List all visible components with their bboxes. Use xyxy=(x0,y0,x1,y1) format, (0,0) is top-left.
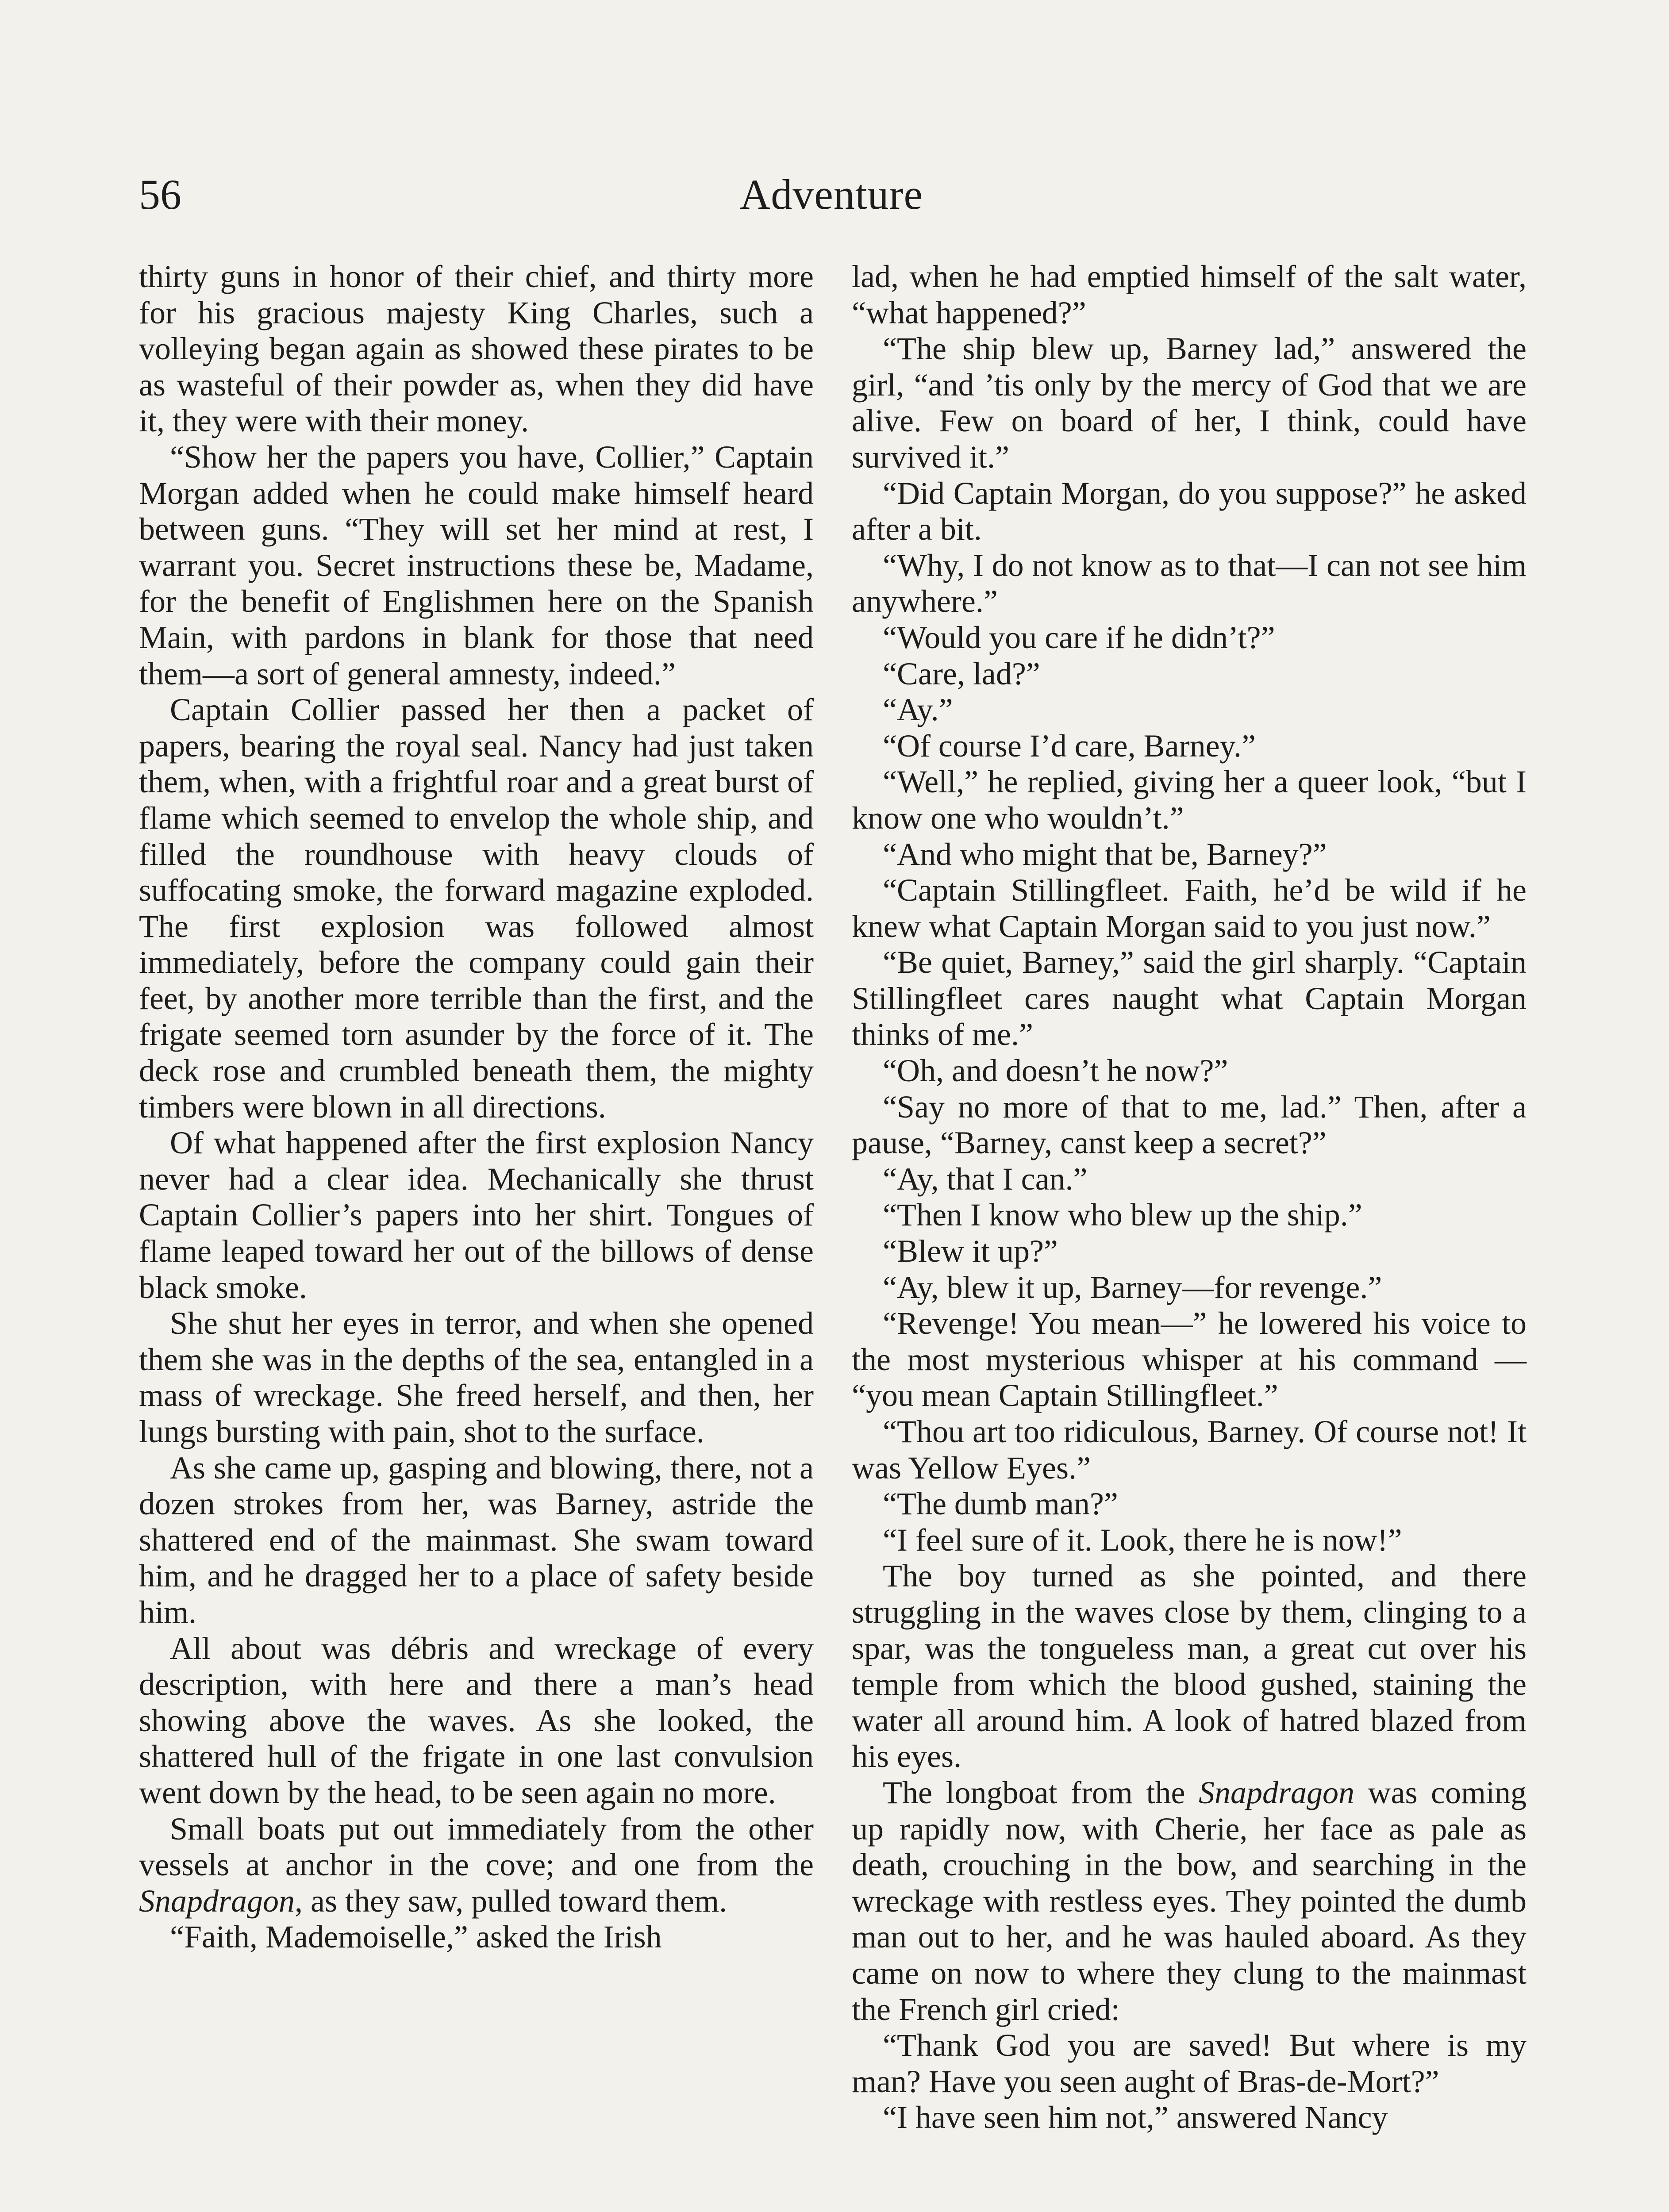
paragraph: “Captain Stillingfleet. Faith, he’d be wild if he knew what Captain Morgan said to you just now.” xyxy=(852,872,1527,944)
paragraph: “Well,” he replied, giving her a queer look, “but I know one who wouldn’t.” xyxy=(852,764,1527,836)
paragraph: “Blew it up?” xyxy=(883,1233,1058,1269)
paragraph: thirty guns in honor of their chief, and thirty more for his gracious majesty King Charles, such a volleying began again as showed these pirates to be as wasteful of their powder as, when they did have it, they were with their money. xyxy=(139,259,814,439)
paragraph: “Ay.” xyxy=(883,692,953,728)
paragraph: “Say no more of that to me, lad.” Then, after a pause, “Barney, canst keep a secret?” xyxy=(852,1089,1527,1161)
paragraph: “Ay, blew it up, Barney—for revenge.” xyxy=(883,1269,1382,1305)
paragraph: “Why, I do not know as to that—I can not see him anywhere.” xyxy=(852,547,1527,619)
paragraph: “Revenge! You mean—” he lowered his voice to the most mysterious whisper at his command — “you mean Captain Stillingfleet.” xyxy=(852,1306,1527,1413)
paragraph: The boy turned as she pointed, and there struggling in the waves close by them, clinging to a spar, was the tongueless man, a great cut over his temple from which the blood gushed, staining the water all around him. A look of hatred blazed from his eyes. xyxy=(852,1558,1527,1774)
paragraph: She shut her eyes in terror, and when she opened them she was in the depths of the sea, entangled in a mass of wreckage. She freed herself, and then, her lungs bursting with pain, shot to the surface. xyxy=(139,1306,814,1449)
paragraph: “The ship blew up, Barney lad,” answered the girl, “and ’tis only by the mercy of God that we are alive. Few on board of her, I think, could have survived it.” xyxy=(852,331,1527,475)
paragraph: “The dumb man?” xyxy=(883,1486,1118,1522)
paragraph: “Show her the papers you have, Collier,” Captain Morgan added when he could make himself heard between guns. “They will set her mind at rest, I warrant you. Secret instructions these be, Madame, for the benefit of Englishmen here on the Spanish Main, with pardons in blank for those that need them—a sort of general amnesty, indeed.” xyxy=(139,439,814,691)
ship-name: Snapdragon xyxy=(1198,1774,1354,1810)
paragraph: As she came up, gasping and blowing, there, not a dozen strokes from her, was Barney, astride the shattered end of the mainmast. She swam toward him, and he dragged her to a place of safety beside him. xyxy=(139,1450,814,1630)
paragraph: “I have seen him not,” answered Nancy xyxy=(883,2100,1388,2135)
page-header xyxy=(139,164,1524,226)
paragraph: All about was débris and wreckage of every description, with here and there a man’s head showing above the waves. As she looked, the shattered hull of the frigate in one last convulsion went down by the head, to be seen again no more. xyxy=(139,1630,814,1810)
paragraph: “Care, lad?” xyxy=(883,656,1040,691)
paragraph: Of what happened after the first explosion Nancy never had a clear idea. Mechanically she thrust Captain Collier’s papers into her shirt. Tongues of flame leaped toward her out of the billows of dense black smoke. xyxy=(139,1125,814,1305)
paragraph: “Then I know who blew up the ship.” xyxy=(883,1197,1362,1233)
paragraph: “And who might that be, Barney?” xyxy=(883,836,1327,872)
paragraph: “Did Captain Morgan, do you suppose?” he asked after a bit. xyxy=(852,475,1527,547)
right-column xyxy=(852,259,1527,2136)
paragraph: Small boats put out immediately from the other vessels at anchor in the cove; and one from the Snapdragon, as they saw, pulled toward them. xyxy=(139,1811,814,1919)
paragraph: “Faith, Mademoiselle,” asked the Irish xyxy=(170,1919,662,1955)
paragraph: “I feel sure of it. Look, there he is now!” xyxy=(883,1522,1402,1558)
ship-name: Snapdragon xyxy=(139,1883,295,1919)
left-column xyxy=(139,259,814,1955)
page-number: 56 xyxy=(139,171,181,218)
paragraph: “Thou art too ridiculous, Barney. Of course not! It was Yellow Eyes.” xyxy=(852,1414,1527,1486)
paragraph: “Thank God you are saved! But where is my man? Have you seen aught of Bras-de-Mort?” xyxy=(852,2028,1527,2099)
paragraph: “Ay, that I can.” xyxy=(883,1161,1088,1197)
paragraph: Captain Collier passed her then a packet of papers, bearing the royal seal. Nancy had just taken them, when, with a frightful roar and a great burst of flame which seemed to envelop the whole ship, and filled the roundhouse with heavy clouds of suffocating smoke, the forward magazine exploded. The first explosion was followed almost immediately, before the company could gain their feet, by another more terrible than the first, and the frigate seemed torn asunder by the force of it. The deck rose and crumbled beneath them, the mighty timbers were blown in all directions. xyxy=(139,692,814,1125)
paragraph: “Be quiet, Barney,” said the girl sharply. “Captain Stillingfleet cares naught what Captain Morgan thinks of me.” xyxy=(852,945,1527,1052)
running-title: Adventure xyxy=(739,171,923,218)
paragraph: The longboat from the Snapdragon was coming up rapidly now, with Cherie, her face as pale as death, crouching in the bow, and searching in the wreckage with restless eyes. They pointed the dumb man out to her, and he was hauled aboard. As they came on now to where they clung to the mainmast the French girl cried: xyxy=(852,1774,1527,2027)
paragraph: “Of course I’d care, Barney.” xyxy=(883,728,1256,764)
paragraph: lad, when he had emptied himself of the salt water, “what happened?” xyxy=(852,259,1527,330)
paragraph: “Oh, and doesn’t he now?” xyxy=(883,1053,1228,1089)
paragraph: “Would you care if he didn’t?” xyxy=(883,619,1275,655)
